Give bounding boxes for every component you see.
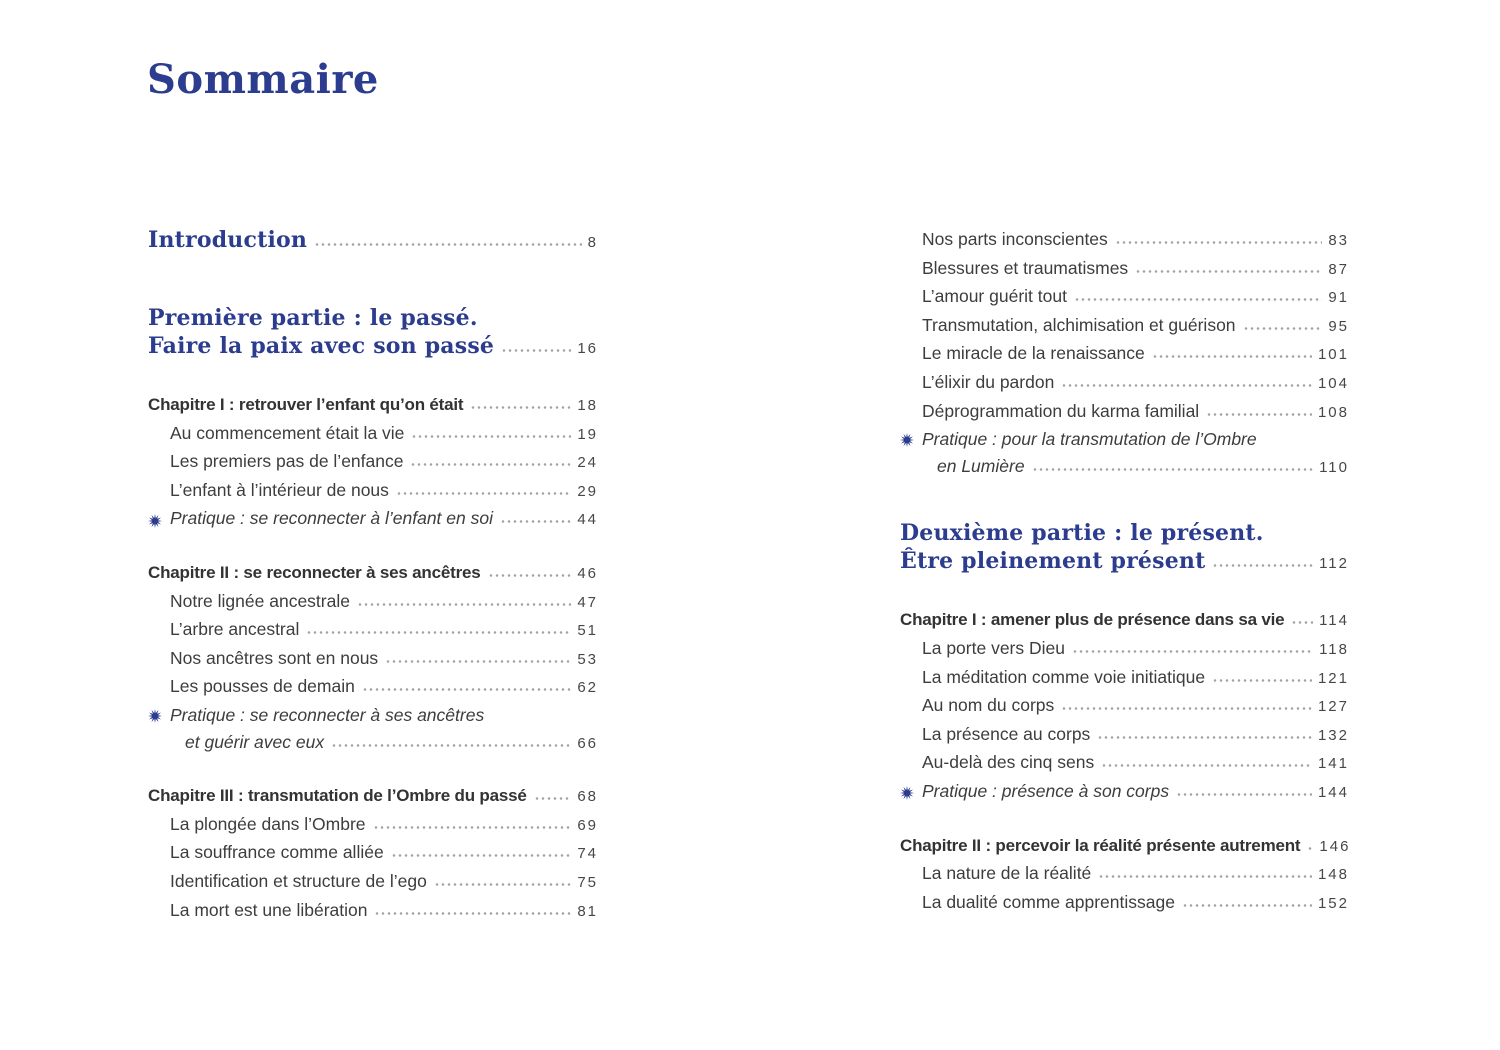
toc-entry [900,635,1349,664]
page-number: 87 [1328,260,1349,278]
dot-leader [1206,412,1312,417]
toc-entry-label: La mort est une libération [170,899,368,920]
dot-leader [534,796,572,801]
toc-entry [900,369,1349,398]
practice-star-icon [148,514,162,528]
dot-leader [470,405,571,410]
page-number: 46 [577,564,598,582]
page-number: 108 [1317,403,1349,421]
toc-entry-label: L’enfant à l’intérieur de nous [170,479,389,500]
toc-entry-label: Les premiers pas de l’enfance [170,451,404,472]
page-number: 44 [577,511,598,529]
dot-leader [1061,383,1312,388]
practice-star-icon [900,433,914,447]
practice-entry-continuation [148,729,598,758]
practice-entry-label: Pratique : se reconnecter à ses ancêtres [170,704,485,725]
chapter-title [900,833,1349,861]
practice-entry-label: et guérir avec eux [185,731,325,752]
toc-entry-label: La porte vers Dieu [922,637,1065,658]
chapter-title-label: Chapitre II : percevoir la réalité présente autrement [900,835,1301,855]
dot-leader [391,853,572,858]
toc-entry-label: Déprogrammation du karma familial [922,400,1200,421]
page-number: 148 [1317,866,1349,884]
toc-entry-label: Notre lignée ancestrale [170,590,350,611]
toc-entry-label: Transmutation, alchimisation et guérison [922,314,1236,335]
toc-entry-label: Nos parts inconscientes [922,229,1108,249]
part-heading-label: Faire la paix avec son passé [148,333,495,359]
part-heading-label: Être pleinement présent [900,548,1206,575]
toc-entry-label: Le miracle de la renaissance [922,343,1145,364]
dot-leader [1212,678,1312,683]
practice-entry-label: Pratique : se reconnecter à l’enfant en soi [170,508,493,529]
toc-entry [148,868,598,897]
dot-leader [1243,326,1323,331]
toc-entry [900,749,1349,778]
page-number: 83 [1328,232,1349,249]
page-number: 146 [1319,837,1351,855]
dot-leader [1098,874,1312,879]
toc-entry [148,839,598,868]
page-number: 141 [1317,755,1349,773]
practice-entry [900,778,1349,807]
toc-entry [900,721,1349,750]
dot-leader [1101,763,1312,768]
toc-entry [900,312,1349,341]
toc-entry-label: L’élixir du pardon [922,371,1055,392]
toc-entry [148,897,598,926]
dot-leader [1072,649,1313,654]
chapter-title [148,392,598,420]
dot-leader [1182,903,1312,908]
practice-entry-label: en Lumière [937,455,1025,476]
page-number: 74 [577,845,598,863]
page-number: 66 [577,734,598,752]
toc-entry [900,692,1349,721]
dot-leader [1135,269,1322,274]
toc-entry [900,889,1349,918]
toc-entry-label: La nature de la réalité [922,863,1092,884]
page-number: 75 [577,873,598,891]
page-number: 24 [577,454,598,472]
toc-entry [148,420,598,449]
toc-entry [148,477,598,506]
practice-entry [148,505,598,534]
page-number: 152 [1317,894,1349,912]
page-number: 68 [577,788,598,806]
dot-leader [1097,735,1312,740]
dot-leader [501,348,571,353]
toc-entry-label: La présence au corps [922,723,1091,744]
page-number: 81 [577,902,598,920]
toc-entry [900,664,1349,693]
practice-entry-continuation [900,453,1349,482]
dot-leader [488,573,572,578]
page-number: 91 [1328,289,1349,307]
page-number: 69 [577,816,598,834]
page-number: 51 [577,622,598,640]
chapter-title-label: Chapitre I : amener plus de présence dans sa vie [900,610,1285,630]
practice-entry-label: Pratique : pour la transmutation de l’Ombre [922,429,1257,450]
toc-left-column [148,226,598,925]
dot-leader [1074,297,1322,302]
dot-leader [331,743,571,748]
dot-leader [410,462,571,467]
dot-leader [434,882,571,887]
dot-leader [1115,240,1323,245]
page-number: 121 [1317,669,1349,687]
page-number: 132 [1317,726,1349,744]
page-number: 95 [1328,317,1349,335]
toc-entry [148,616,598,645]
toc-entry-label: Au nom du corps [922,695,1055,716]
toc-entry [900,226,1349,255]
toc-entry [900,283,1349,312]
chapter-title-label: Chapitre III : transmutation de l’Ombre du passé [148,786,527,806]
toc-entry-label: La méditation comme voie initiatique [922,666,1206,687]
practice-entry-label: Pratique : présence à son corps [922,780,1170,801]
toc-entry-label: La dualité comme apprentissage [922,891,1175,912]
dot-leader [1176,792,1312,797]
toc-entry-label: Identification et structure de l’ego [170,870,427,891]
page-number: 47 [577,593,598,611]
toc-entry-label: L’arbre ancestral [170,619,300,640]
page-number: 104 [1317,374,1349,392]
dot-leader [385,659,571,664]
dot-leader [374,911,571,916]
dot-leader [500,519,571,524]
chapter-title-label: Chapitre II : se reconnecter à ses ancêtres [148,562,481,582]
toc-entry-label: L’amour guérit tout [922,286,1067,307]
toc-entry [900,398,1349,427]
toc-entry-label: Blessures et traumatismes [922,257,1129,278]
page-number: 110 [1319,458,1349,476]
practice-entry [148,702,598,729]
dot-leader [357,602,571,607]
chapter-title [148,783,598,811]
dot-leader [1307,846,1313,851]
toc-entry-introduction [148,226,598,257]
toc-entry [148,673,598,702]
page-number: 118 [1319,640,1349,658]
page-number: 112 [1319,555,1349,573]
toc-entry [900,255,1349,284]
dot-leader [373,825,572,830]
toc-entry-label: Au commencement était la vie [170,422,405,443]
toc-entry-label: Les pousses de demain [170,676,355,697]
toc-entry [148,645,598,674]
page-number: 18 [577,397,598,414]
practice-entry [900,426,1349,453]
practice-star-icon [148,709,162,723]
toc-entry-label: Introduction [148,227,308,253]
part-heading-label: Première partie : le passé. [148,305,478,331]
part-heading-line1 [900,519,1349,547]
toc-entry-label: Au-delà des cinq sens [922,752,1095,773]
dot-leader [314,242,582,247]
chapter-title [900,607,1349,635]
part-heading-line2 [900,547,1349,578]
page-number: 29 [577,482,598,500]
dot-leader [306,630,571,635]
page-number: 53 [577,650,598,668]
toc-right-column [900,226,1349,917]
page-number: 127 [1317,698,1349,716]
toc-entry [148,588,598,617]
page-number: 144 [1317,783,1349,801]
toc-entry [900,340,1349,369]
page-number: 101 [1317,346,1349,364]
toc-entry-label: La plongée dans l’Ombre [170,813,366,834]
page-number: 62 [577,679,598,697]
dot-leader [1291,620,1313,625]
page-number: 8 [587,234,598,251]
page-number: 19 [577,425,598,443]
part-heading-line1 [148,304,598,332]
dot-leader [362,687,571,692]
chapter-title [148,560,598,588]
part-heading-label: Deuxième partie : le présent. [900,520,1264,547]
toc-entry [900,860,1349,889]
toc-entry-label: La souffrance comme alliée [170,842,384,863]
chapter-title-label: Chapitre I : retrouver l’enfant qu’on était [148,395,464,414]
page-title: Sommaire [147,56,379,103]
dot-leader [396,491,571,496]
toc-entry [148,448,598,477]
toc-entry-label: Nos ancêtres sont en nous [170,647,379,668]
dot-leader [1032,467,1314,472]
practice-star-icon [900,786,914,800]
dot-leader [1061,706,1312,711]
dot-leader [411,434,571,439]
dot-leader [1152,354,1312,359]
page-number: 16 [577,340,598,357]
page-number: 114 [1319,612,1349,630]
toc-entry [148,811,598,840]
part-heading-line2 [148,332,598,363]
dot-leader [1212,563,1313,568]
